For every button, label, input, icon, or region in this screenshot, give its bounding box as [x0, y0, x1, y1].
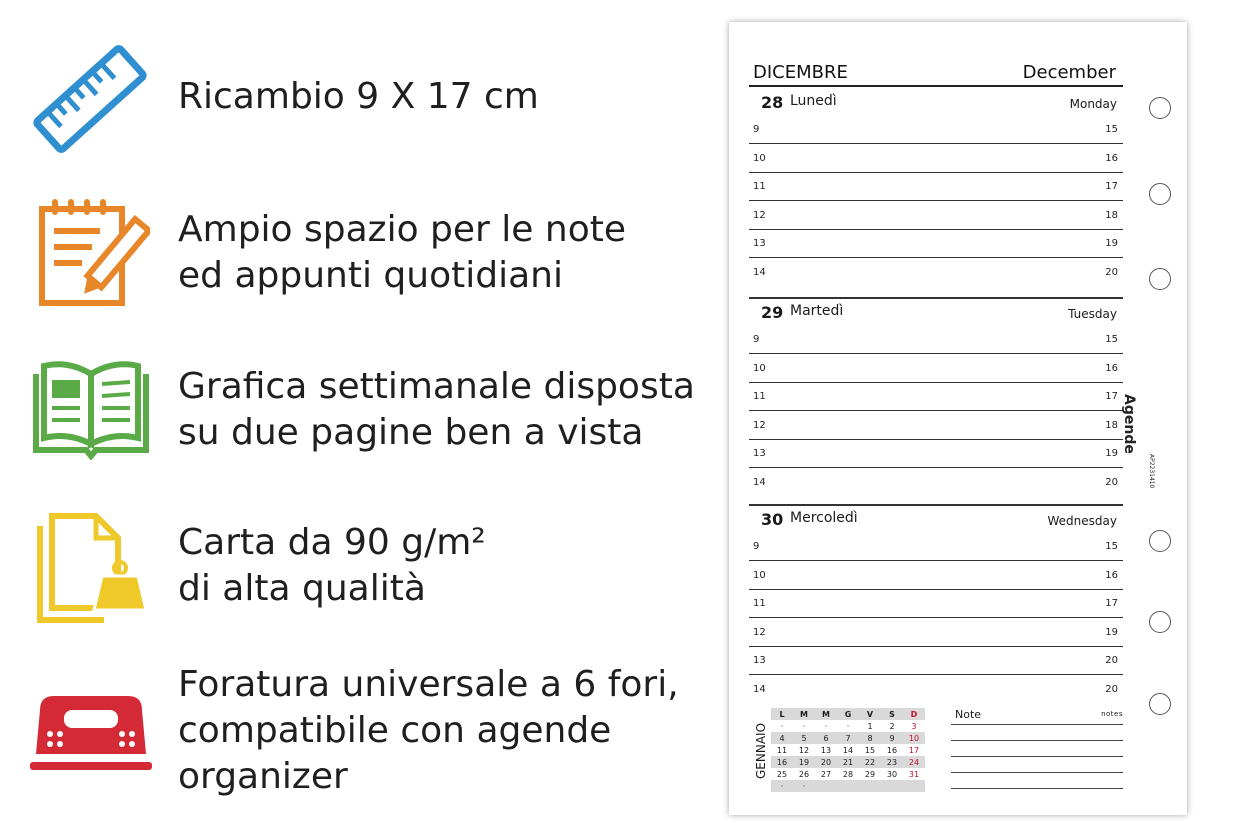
feature-line: Ampio spazio per le note [178, 209, 626, 250]
hour-label: 13 [753, 238, 766, 249]
paper-weight-icon [30, 512, 150, 628]
punch-hole [1149, 183, 1171, 205]
hour-label: 10 [753, 569, 766, 581]
brand-code: AP2231410 [1148, 454, 1155, 489]
calendar-day: 24 [903, 756, 925, 768]
hour-label: 20 [1105, 683, 1118, 695]
feature-line: su due pagine ben a vista [178, 412, 644, 453]
mini-calendar-month: GENNAIO [754, 722, 768, 780]
feature-line: Grafica settimanale disposta [178, 366, 695, 407]
calendar-day: 4 [771, 732, 793, 744]
hour-label: 17 [1105, 391, 1118, 402]
hour-label: 11 [753, 181, 766, 192]
calendar-day: 10 [903, 732, 925, 744]
calendar-day: 3 [911, 721, 917, 731]
hour-label: 20 [1105, 655, 1118, 666]
hour-label: 9 [753, 334, 760, 345]
calendar-day: 1 [867, 721, 873, 731]
hour-label: 13 [753, 448, 766, 459]
ruler-icon [30, 42, 150, 161]
hour-label: 18 [1105, 209, 1118, 221]
notepad-pencil-icon [30, 197, 150, 313]
day-number: 30 [761, 510, 784, 529]
punch-hole [1149, 268, 1171, 290]
calendar-day: 13 [820, 745, 832, 755]
calendar-day: 11 [776, 745, 788, 755]
hour-label: 12 [753, 419, 766, 431]
feature-line: compatibile con agende [178, 710, 612, 751]
day-divider [749, 297, 1123, 299]
hour-label: 14 [753, 476, 766, 488]
punch-hole [1149, 611, 1171, 633]
hour-line [749, 674, 1123, 675]
month-title-it: DICEMBRE [753, 62, 848, 83]
hour-line [749, 589, 1123, 590]
feature-line: Ricambio 9 X 17 cm [178, 76, 539, 117]
calendar-day: · [771, 780, 793, 792]
hour-label: 13 [753, 655, 766, 666]
day-name-en: Tuesday [1068, 307, 1117, 321]
hour-line [749, 172, 1123, 173]
hour-label: 14 [753, 683, 766, 695]
calendar-day: 2 [889, 721, 895, 731]
feature-line: di alta qualità [178, 568, 426, 609]
hour-label: 19 [1105, 448, 1118, 459]
hour-label: 19 [1105, 626, 1118, 638]
hour-label: 16 [1105, 569, 1118, 581]
notes-label-en: notes [1101, 710, 1123, 718]
day-name-it: Lunedì [790, 93, 837, 109]
hour-line [749, 382, 1123, 383]
calendar-day: 28 [842, 769, 854, 779]
open-book-icon [30, 360, 152, 464]
calendar-day: 7 [837, 732, 859, 744]
hour-line [749, 646, 1123, 647]
hour-label: 9 [753, 541, 760, 552]
weekday-header: M [793, 708, 815, 720]
calendar-day: · [824, 721, 828, 731]
calendar-day: 27 [820, 769, 832, 779]
weekday-header: S [881, 708, 903, 720]
calendar-day: 16 [771, 756, 793, 768]
mini-calendar [749, 708, 927, 792]
calendar-day: 31 [908, 769, 920, 779]
feature-line: organizer [178, 756, 348, 797]
feature-line: ed appunti quotidiani [178, 255, 563, 296]
calendar-day: 6 [815, 732, 837, 744]
calendar-day: 20 [815, 756, 837, 768]
day-divider [749, 504, 1123, 506]
calendar-day: 23 [881, 756, 903, 768]
hole-punch-icon [30, 692, 152, 780]
hour-line [749, 353, 1123, 354]
mini-calendar-grid [771, 708, 925, 792]
punch-hole [1149, 97, 1171, 119]
hour-label: 10 [753, 362, 766, 374]
calendar-day: 15 [864, 745, 876, 755]
calendar-day [815, 780, 837, 792]
hour-label: 14 [753, 266, 766, 278]
hour-line [749, 617, 1123, 618]
hour-label: 9 [753, 124, 760, 135]
calendar-day: 12 [798, 745, 810, 755]
calendar-day: 14 [842, 745, 854, 755]
day-number: 29 [761, 303, 784, 322]
punch-hole [1149, 693, 1171, 715]
header-divider [749, 85, 1123, 87]
calendar-day: 22 [859, 756, 881, 768]
hour-line [749, 467, 1123, 468]
weekday-header: G [837, 708, 859, 720]
day-number: 28 [761, 93, 784, 112]
hour-line [749, 439, 1123, 440]
calendar-day: 5 [793, 732, 815, 744]
hour-label: 16 [1105, 152, 1118, 164]
calendar-day [881, 780, 903, 792]
hour-label: 17 [1105, 598, 1118, 609]
hour-label: 20 [1105, 476, 1118, 488]
note-line [951, 740, 1123, 741]
calendar-day: 26 [798, 769, 810, 779]
feature-line: Carta da 90 g/m² [178, 522, 486, 563]
weekday-header: V [859, 708, 881, 720]
hour-label: 15 [1105, 334, 1118, 345]
punch-hole [1149, 530, 1171, 552]
hour-line [749, 143, 1123, 144]
note-line [951, 756, 1123, 757]
note-line [951, 724, 1123, 725]
note-line [951, 772, 1123, 773]
calendar-day: 19 [793, 756, 815, 768]
hour-label: 10 [753, 152, 766, 164]
hour-label: 19 [1105, 238, 1118, 249]
calendar-day: 30 [886, 769, 898, 779]
calendar-day: 17 [908, 745, 920, 755]
calendar-day: · [780, 721, 784, 731]
calendar-day [859, 780, 881, 792]
note-line [951, 788, 1123, 789]
calendar-day [903, 780, 925, 792]
hour-label: 11 [753, 598, 766, 609]
calendar-day: · [846, 721, 850, 731]
hour-label: 11 [753, 391, 766, 402]
hour-label: 17 [1105, 181, 1118, 192]
hour-label: 18 [1105, 419, 1118, 431]
hour-label: 12 [753, 209, 766, 221]
hour-line [749, 410, 1123, 411]
calendar-day: 16 [886, 745, 898, 755]
planner-page [729, 22, 1187, 815]
hour-line [749, 560, 1123, 561]
day-name-it: Mercoledì [790, 510, 858, 526]
hour-label: 12 [753, 626, 766, 638]
hour-line [749, 229, 1123, 230]
calendar-day: 25 [776, 769, 788, 779]
day-name-en: Monday [1069, 97, 1117, 111]
day-name-en: Wednesday [1047, 514, 1117, 528]
hour-line [749, 200, 1123, 201]
hour-label: 16 [1105, 362, 1118, 374]
weekday-header: D [903, 708, 925, 720]
calendar-day: · [802, 721, 806, 731]
calendar-day [837, 780, 859, 792]
brand-logo: Agende [1121, 394, 1137, 454]
calendar-day: 9 [881, 732, 903, 744]
day-name-it: Martedì [790, 303, 844, 319]
hour-label: 15 [1105, 124, 1118, 135]
hour-label: 20 [1105, 266, 1118, 278]
calendar-day: 29 [864, 769, 876, 779]
hour-label: 15 [1105, 541, 1118, 552]
hour-line [749, 257, 1123, 258]
calendar-day: 8 [859, 732, 881, 744]
notes-label: Note [955, 708, 982, 721]
month-title-en: December [1022, 62, 1116, 83]
weekday-header: L [771, 708, 793, 720]
feature-line: Foratura universale a 6 fori, [178, 664, 679, 705]
calendar-day: · [793, 780, 815, 792]
weekday-header: M [815, 708, 837, 720]
calendar-day: 21 [837, 756, 859, 768]
